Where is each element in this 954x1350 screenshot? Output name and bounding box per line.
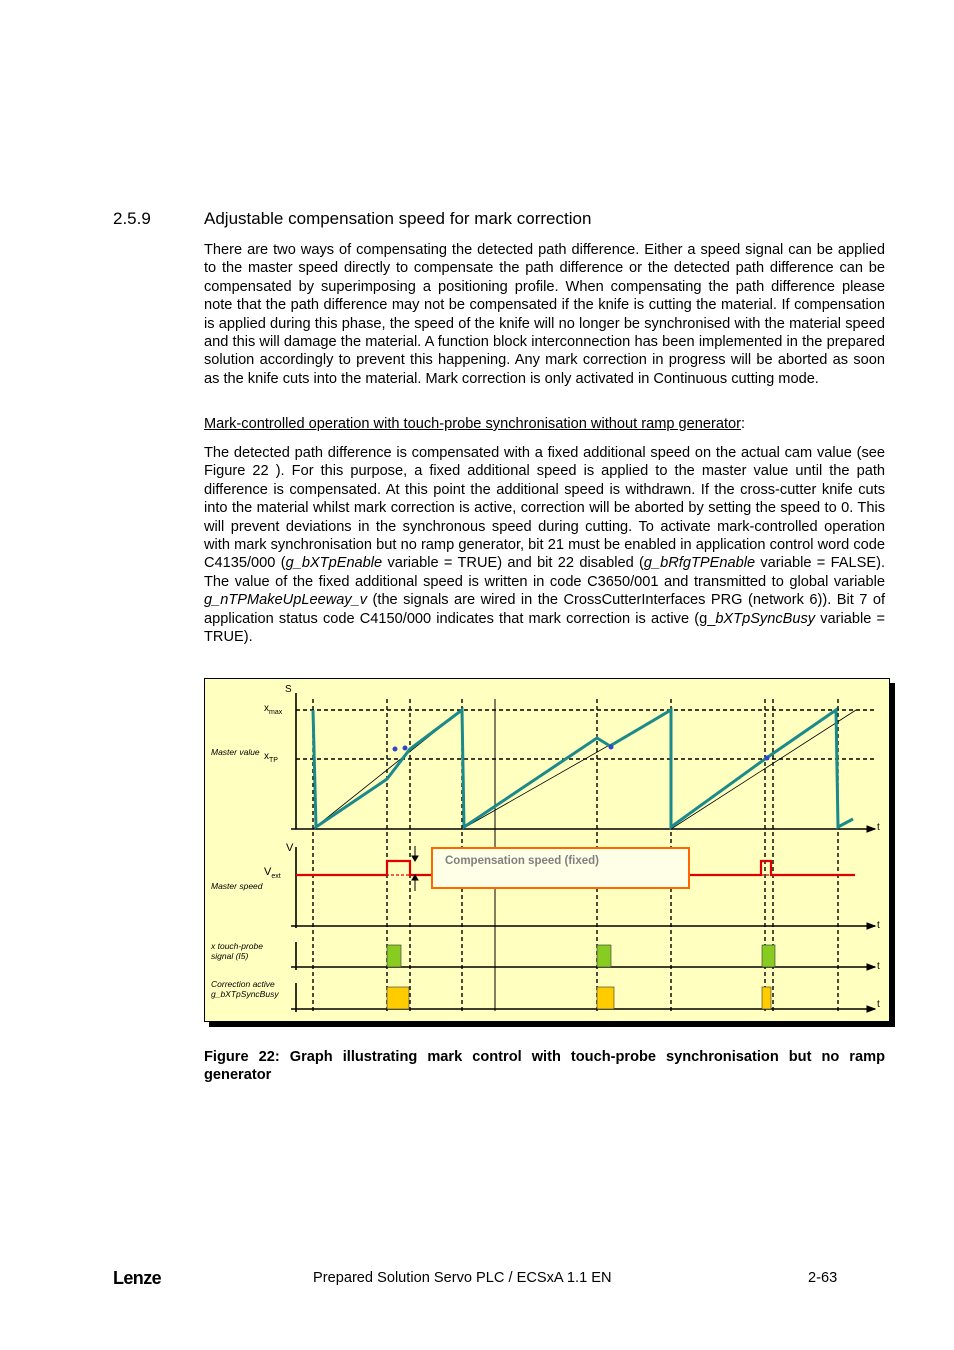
touch-probe-label-2: signal (I5) [211,951,249,961]
footer-page-number: 2-63 [808,1270,838,1286]
x-max-subscript: max [269,709,283,716]
dimension-arrowhead-top [412,856,418,861]
tp-pulse-2 [597,945,611,967]
t-label-1: t [877,822,880,833]
correction-pulses [387,987,771,1009]
marker-1 [393,747,398,752]
correction-markers [393,745,770,761]
touch-probe-label-1: x touch-probe [211,941,263,951]
master-value-label: Master value [211,747,260,757]
correction-pulse-2 [597,987,614,1009]
correction-variable-label: g_bXTpSyncBusy [211,989,279,999]
t-label-4: t [877,999,880,1010]
x-tp-symbol: x [264,751,269,762]
subheading-paragraph [204,415,885,433]
arrow-t2 [867,923,875,929]
paragraph-detail-part-2: variable = TRUE) and bit 22 disabled ( [382,555,644,572]
tp-pulse-3 [762,945,775,967]
ideal-slope-3 [671,710,856,829]
lenze-logo: Lenze [113,1268,162,1288]
marker-4 [765,756,770,761]
paragraph-detail-part-1: The detected path difference is compensated with a fixed additional speed on the actual cam value (see Figure 22 ). For this purpose, a fixed additional speed is applied to the master value until the path difference is compensated. At this point the additional speed is withdrawn. If the cross-cutter knife cuts into the material whilst mark correction is active, correction will be aborted by setting the speed to 0. This will prevent deviations in the synchronous speed during cutting. To activate mark-controlled operation with mark synchronisation but no ramp generator, bit 21 must be enabled in application control word code C4135/000 ( [204,445,885,572]
x-max-symbol: x [264,703,269,714]
paragraph-detail-part-4: (the signals are wired in the CrossCutterInterfaces PRG (network 6)). Bit 7 of application status code C4150/000 indicates that mark correction is active (g_ [204,592,885,627]
t-label-3: t [877,961,880,972]
touch-probe-pulses [387,945,775,967]
marker-2 [403,746,408,751]
v-ext-subscript: ext [271,873,281,881]
marker-3 [609,745,614,750]
tp-pulse-1 [387,945,401,967]
x-max-label [264,704,282,718]
speed-pulse-1 [296,861,431,875]
figure-panel [204,678,890,1022]
arrow-t3 [867,964,875,970]
correction-pulse-1 [387,987,409,1009]
subheading-mark-controlled: Mark-controlled operation with touch-probe synchronisation without ramp generator [204,416,742,432]
paragraph-detail [204,444,885,646]
section-title: Adjustable compensation speed for mark correction [204,209,592,228]
variable-g-ntpmakeupleeway-v: g_nTPMakeUpLeeway_v [204,592,368,609]
compensation-speed-callout [431,847,690,889]
figure-22 [204,678,896,1028]
variable-g-brfgtpenable: g_bRfgTPEnable [643,555,756,572]
arrow-t1 [867,826,875,832]
section-number: 2.5.9 [113,209,151,228]
t-label-2: t [877,920,880,931]
axis-arrows [867,826,875,1012]
arrow-t4 [867,1006,875,1012]
s-axis-label: S [285,684,292,695]
variable-g-bxtpenable: g_bXTpEnable [285,555,383,572]
footer-document-title: Prepared Solution Servo PLC / ECSxA 1.1 EN [313,1270,612,1286]
variable-bxtpsyncbusy: bXTpSyncBusy [715,610,816,627]
x-tp-label [264,752,278,766]
master-value-profile [313,710,853,827]
v-axis-label: V [286,842,294,854]
compensation-speed-label: Compensation speed (fixed) [445,855,599,867]
correction-active-label: Correction active [211,979,275,989]
correction-pulse-3 [762,987,771,1009]
compensation-dimension [412,846,418,891]
v-ext-label [264,867,281,882]
paragraph-detail-part-5: variable = TRUE). [204,610,885,646]
master-speed-label: Master speed [211,881,263,891]
x-tp-subscript: TP [269,757,278,764]
figure-caption: Figure 22: Graph illustrating mark control with touch-probe synchronisation but no ramp generator [204,1049,885,1084]
subheading-colon: : [741,416,746,432]
paragraph-detail-part-3: variable = FALSE). The value of the fixed additional speed is written in code C3650/001 and transmitted to global variable [204,555,885,590]
paragraph-intro: There are two ways of compensating the detected path difference. Either a speed signal can be applied to the master speed directly to compensate the path difference or the detected path difference can be compensated by superimposing a positioning profile. When compensating the path difference please note that the path difference may not be compensated if the knife is cutting the material. If compensation is applied during this phase, the speed of the knife will no longer be synchronised with the material speed and this will damage the material. A function block interconnection has been implemented in the prepared solution accordingly to prevent this happening. Any mark correction in progress will be aborted as soon as the knife cuts into the material. Mark correction is only activated in Continuous cutting mode. [204,242,885,387]
v-ext-symbol: V [264,866,272,878]
